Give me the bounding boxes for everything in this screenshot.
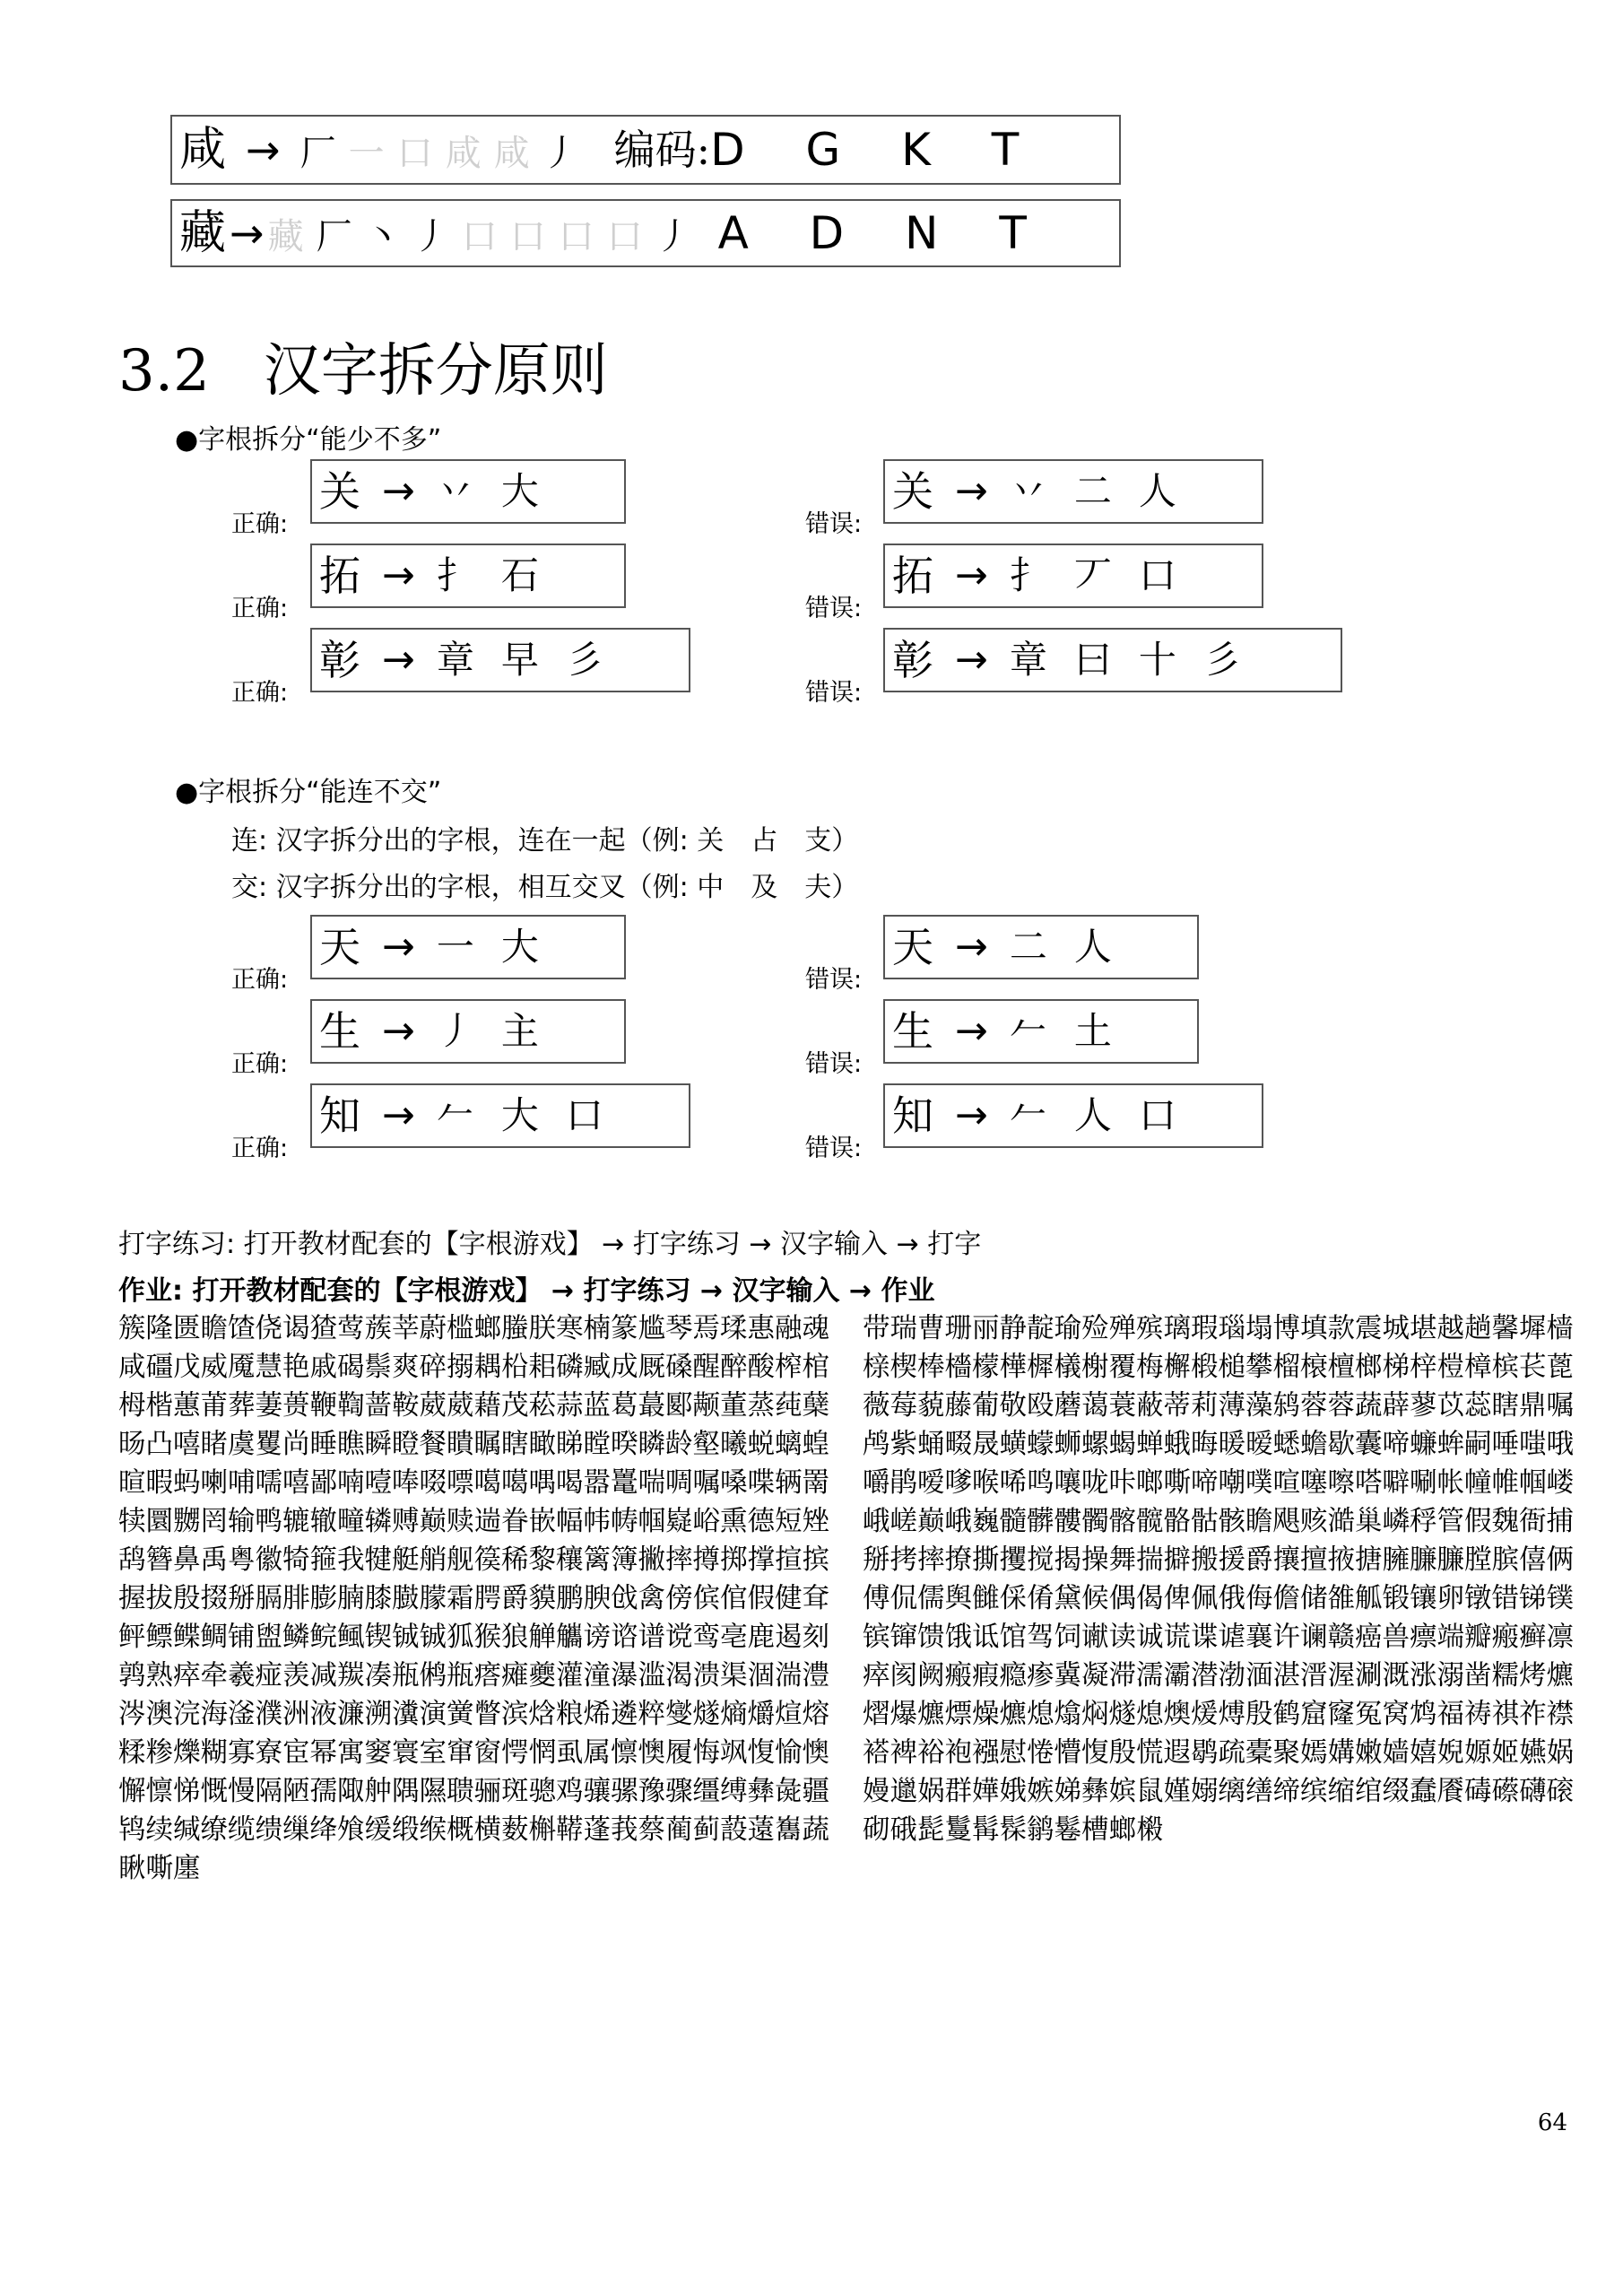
stroke-step: 口 bbox=[606, 215, 643, 257]
decomp-row-1 bbox=[170, 115, 1121, 185]
arrow: → bbox=[246, 126, 281, 174]
radical: 𠂉 bbox=[1009, 1093, 1047, 1137]
stroke-step: 口 bbox=[396, 132, 433, 174]
decomp-char: 藏 bbox=[179, 206, 227, 260]
radical: 扌 bbox=[436, 553, 474, 597]
radical: 人 bbox=[1138, 469, 1176, 513]
example-char: 彰 bbox=[892, 636, 933, 684]
arrow: → bbox=[955, 552, 988, 598]
radical: 曰 bbox=[1073, 638, 1112, 682]
radical: 一 bbox=[436, 925, 474, 969]
radical: 口 bbox=[1138, 553, 1176, 597]
page-number: 64 bbox=[1537, 2109, 1567, 2136]
example-char: 拓 bbox=[319, 552, 360, 600]
example-wrong bbox=[883, 544, 1263, 608]
example-correct bbox=[310, 459, 626, 524]
code-label: 编码: bbox=[613, 126, 711, 174]
correct-label: 正确: bbox=[231, 1050, 289, 1078]
example-wrong bbox=[883, 459, 1263, 524]
radical: 人 bbox=[1073, 1093, 1112, 1137]
wrong-label: 错误: bbox=[805, 510, 863, 538]
example-char: 生 bbox=[319, 1007, 360, 1056]
decomp-row-2 bbox=[170, 199, 1121, 267]
radical: 主 bbox=[500, 1009, 539, 1053]
radical: 石 bbox=[500, 553, 539, 597]
radical: 𠂉 bbox=[436, 1093, 474, 1137]
practice-instruction: 打字练习: 打开教材配套的【字根游戏】 → 打字练习 → 汉字输入 → 打字 bbox=[118, 1229, 982, 1260]
radical: 扌 bbox=[1009, 553, 1047, 597]
radical: 章 bbox=[436, 638, 474, 682]
radical: 彡 bbox=[1202, 638, 1241, 682]
jiao-definition: 交: 汉字拆分出的字根，相互交叉（例: 中 及 夫） bbox=[231, 872, 859, 903]
code-value: A D N T bbox=[717, 207, 1050, 259]
homework-chars-right: 带瑞曹珊丽静靛瑜殓殚殡璃瑕瑙塌博填款震城堪越趟馨墀樯榇楔棒檣檬樺樨檥榭覆梅檞椴槌攀榴榱檀榔梯梓榿樟槟苌蓖薇莓藐藤葡敬殴蘑蔼蓑蔽蒂莉薄藻鸫蓉蓉蔬薜蓼苡蕊瞎鼎嘱鸬紫蛹畷晟蟥蠓蛳螺蝎蝉蛾晦暖暧蟋蟾歇囊啼蠊蛑嗣唾嗤哦嚼鹃嗳嗲喉唏鸣嚷咙咔啷嘶啼嘲噗喧噻嚓嗒噼唰帐幢帷帼嵝峨嵯巅峨巍髓髒髏髑髂髋骼骷骸瞻飓赅澔巢嶙稃管假魏衙捕掰拷摔撩撕攫搅揭操舞揣擗搬援爵攘擅掖搪臃臁臁膛膑僖俩傅侃儒舆雠倸倄黛候偶偈俾佩俄侮儋储雒觚锻镶卵镦错锑镤镔镩馈饿诋馆驾饲谳读诚谎谍谑襄许谰赣癌兽瘭端瓣瘢癣凛瘁阂阙瘢瘕瘾瘆冀凝滞濡灞潜渤湎湛溍渥涮溉涨溺凿糯烤爊熠爆爊熛燥爊熄熻焖燧熄燠煖煿殷鹤窟窿冤窝鸩福祷祺祚襟褡裨裕袍襁慰惓懵愎殷慌遐鹖疏橐聚嫣媾嫩嫱嬉婗嫄姬嬿娲嫚邋娲群嬅娥嫉娣彝嫔鼠嫤嫋缡缮缔缤缩绾缀蠢餍碡礤礴磙砌硪髭鬘髯髹鹟鬈槽螂樧 bbox=[863, 1313, 1574, 1846]
radical: 丷 bbox=[436, 469, 474, 513]
section-heading bbox=[118, 325, 608, 407]
stroke-step: 口 bbox=[558, 215, 595, 257]
stroke-step: 厂 bbox=[316, 215, 352, 257]
stroke-step: 咸 bbox=[493, 132, 530, 174]
example-char: 知 bbox=[319, 1091, 360, 1140]
wrong-label: 错误: bbox=[805, 595, 863, 622]
example-wrong bbox=[883, 999, 1199, 1064]
homework-instruction: 作业: 打开教材配套的【字根游戏】 → 打字练习 → 汉字输入 → 作业 bbox=[118, 1275, 935, 1307]
radical: 𠂉 bbox=[1009, 1009, 1047, 1053]
arrow: → bbox=[955, 468, 988, 514]
correct-label: 正确: bbox=[231, 1135, 289, 1162]
radical: 大 bbox=[500, 925, 539, 969]
section-title: 汉字拆分原则 bbox=[263, 338, 608, 404]
stroke-step: 一 bbox=[348, 132, 385, 174]
arrow: → bbox=[382, 468, 415, 514]
wrong-label: 错误: bbox=[805, 966, 863, 994]
example-correct bbox=[310, 628, 690, 692]
arrow: → bbox=[382, 1092, 415, 1138]
example-correct bbox=[310, 1083, 690, 1148]
lian-definition: 连: 汉字拆分出的字根，连在一起（例: 关 占 支） bbox=[231, 825, 859, 857]
example-correct bbox=[310, 544, 626, 608]
arrow: → bbox=[955, 637, 988, 683]
radical: 口 bbox=[565, 1093, 603, 1137]
radical: 二 bbox=[1009, 925, 1047, 969]
radical: 大 bbox=[500, 469, 539, 513]
radical: 人 bbox=[1073, 925, 1112, 969]
example-char: 天 bbox=[319, 923, 360, 971]
stroke-step: 丿 bbox=[655, 215, 691, 257]
wrong-label: 错误: bbox=[805, 1135, 863, 1162]
homework-chars-left: 簇隆匮瞻馇侥谒猹莺蔟莘蔚槛螂螣朕寒楠篆尴琴焉瑈惠融魂咸礓戊威魇慧艳戚碣鬃爽碎搦耦柗耜磷臧成厩磉醒醉酸榨棺栂楷蕙莆葬萋蒉鞭鞫蔷鞍葳葳藉茂菘蒜蓝葛蕞郾颟董蒸莼蘖旸凸嘻睹虞矍尚睡瞧瞬瞪餐瞶瞩瞎瞰睇瞠暌瞵龄壑曦蜕螭蝗暄暇蚂喇哺嚅嘻鄙喃噎唪啜嘌噶噶喁喝嚣鼍喘啁嘱嗓喋辆罱犊圜嬲罔输鸭辘辙疃辚赙巅赎遄眷嵌幅帏帱帼嶷峪熏德短矬鸹簪鼻禹粤徽犄箍我犍艇艄舰篌稀黎穰篱簿撇摔撙掷撑揎摈握拔殷掇掰膈腓膨腩膝臌朦霜腭爵貘鹏腴戗禽傍傧倌假健耷鲆鳔鲽鲷铺盥鳞鲩鲺锲铖铖狐猴狼觯觿谤谘谱谠鸾亳鹿遏刻鹑熟瘁牵羲痖羡减羰凑瓶鸺瓶瘩瘫夔灌潼瀑滥渴溃渠涸湍澧涔澳浣海滏濮洲液濂溯瀵演黉瞥滨焓粮烯遴粹燮燧熵爝煊熔糅糁爍糊寡寮宦幂寓窭寰室窜窗愕惘虱属懔懊履悔飒愎愉懊懈懔悌慨慢隔陋孺陬舯隅隰聩骊斑骢鸡骧骡豫骤缰缚彝彘疆鸨续缄缭缆缋缫绛飧缓缎缑概横薮槲鞯蓬莪蔡蔺蓟蔎薳雟蔬瞅嘶廛 bbox=[118, 1313, 829, 1884]
arrow: → bbox=[955, 924, 988, 970]
example-char: 彰 bbox=[319, 636, 360, 684]
radical: 十 bbox=[1138, 638, 1176, 682]
stroke-step: 丿 bbox=[412, 215, 449, 257]
wrong-label: 错误: bbox=[805, 679, 863, 707]
stroke-step: 口 bbox=[509, 215, 546, 257]
example-char: 拓 bbox=[892, 552, 933, 600]
example-correct bbox=[310, 915, 626, 979]
example-char: 关 bbox=[319, 467, 360, 516]
radical: 丷 bbox=[1009, 469, 1047, 513]
radical: 早 bbox=[500, 638, 539, 682]
radical: 丿 bbox=[436, 1009, 474, 1053]
example-wrong bbox=[883, 915, 1199, 979]
radical: 彡 bbox=[565, 638, 603, 682]
example-correct bbox=[310, 999, 626, 1064]
example-char: 天 bbox=[892, 923, 933, 971]
stroke-step: 咸 bbox=[445, 132, 482, 174]
arrow: → bbox=[955, 1092, 988, 1138]
arrow: → bbox=[382, 924, 415, 970]
decomp-char: 咸 bbox=[179, 123, 227, 177]
arrow: → bbox=[230, 209, 265, 257]
radical: 口 bbox=[1138, 1093, 1176, 1137]
example-wrong bbox=[883, 1083, 1263, 1148]
arrow: → bbox=[382, 1008, 415, 1054]
arrow: → bbox=[382, 637, 415, 683]
radical: 丆 bbox=[1073, 553, 1112, 597]
stroke-step: 厂 bbox=[299, 132, 336, 174]
example-char: 知 bbox=[892, 1091, 933, 1140]
arrow: → bbox=[382, 552, 415, 598]
stroke-step: 藏 bbox=[267, 215, 304, 257]
correct-label: 正确: bbox=[231, 595, 289, 622]
wrong-label: 错误: bbox=[805, 1050, 863, 1078]
radical: 二 bbox=[1073, 469, 1112, 513]
example-wrong bbox=[883, 628, 1342, 692]
principle-2-heading: ●字根拆分“能连不交” bbox=[175, 777, 442, 808]
radical: 大 bbox=[500, 1093, 539, 1137]
stroke-step: 口 bbox=[461, 215, 498, 257]
stroke-step: 丶 bbox=[364, 215, 401, 257]
correct-label: 正确: bbox=[231, 966, 289, 994]
section-number: 3.2 bbox=[118, 338, 210, 404]
correct-label: 正确: bbox=[231, 510, 289, 538]
radical: 章 bbox=[1009, 638, 1047, 682]
principle-1-heading: ●字根拆分“能少不多” bbox=[175, 424, 442, 456]
example-char: 生 bbox=[892, 1007, 933, 1056]
radical: 土 bbox=[1073, 1009, 1112, 1053]
arrow: → bbox=[955, 1008, 988, 1054]
code-value: D G K T bbox=[710, 124, 1043, 176]
example-char: 关 bbox=[892, 467, 933, 516]
stroke-step: 丿 bbox=[542, 132, 578, 174]
correct-label: 正确: bbox=[231, 679, 289, 707]
